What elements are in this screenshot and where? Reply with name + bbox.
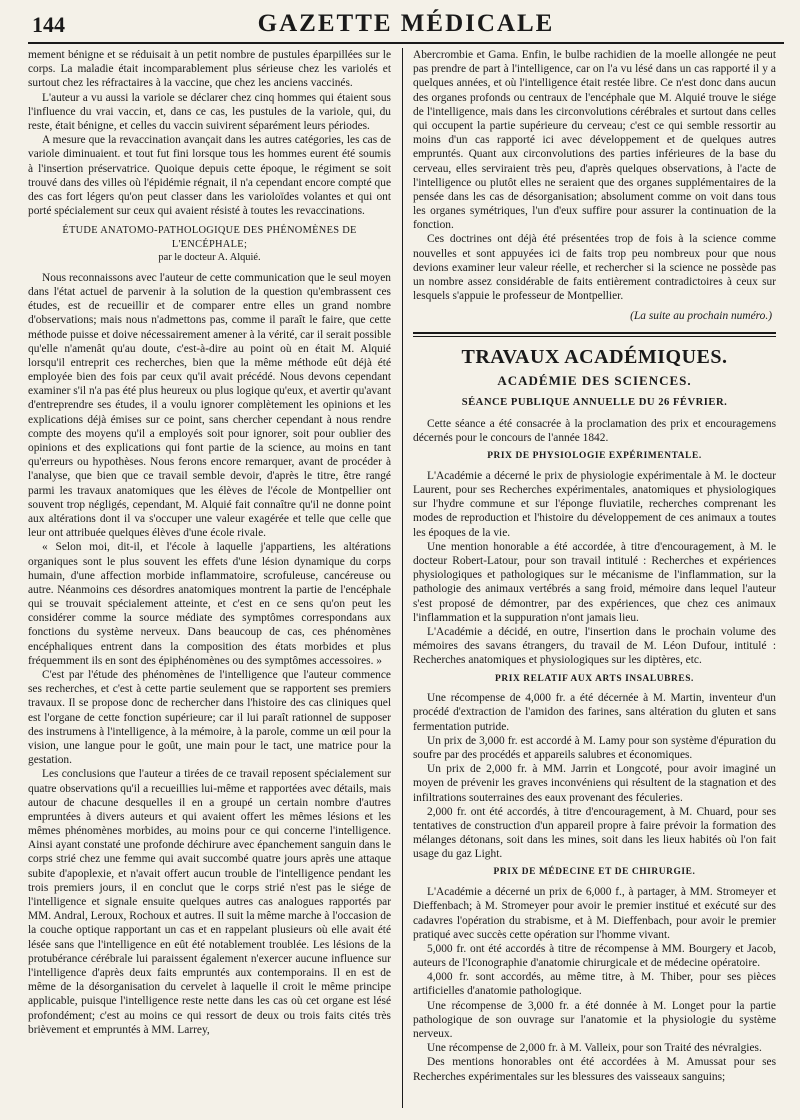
paragraph: Ces doctrines ont déjà été présentées trop de fois à la science comme nouvelles et sont appuyées ici de faits trop peu nombreux pour que nous devions examiner leur valeur réelle, et rechercher si la science ne possède pas un nombre assez considérable de faits entièrement contradictoires à ceux sur lesquels s'appuie le professeur de Montpellier. [413,233,776,303]
paragraph: 4,000 fr. sont accordés, au même titre, à M. Thiber, pour ses pièces artificielles d'anatomie pathologique. [413,971,776,998]
paragraph: Nous reconnaissons avec l'auteur de cette communication que le seul moyen dans l'état actuel de parvenir à la solution de la question qu'embrassent ces études, est de recueillir et de comparer entre elles un grand nombre d'observations; mais nous n'admettons pas, comme il paraît le faire, que cette méthode puisse et doive nécessairement amener à la vérité, car il serait possible qu'elle n'amenât qu'au doute, c'est-à-dire au point où en était M. Alquié lorsqu'il entreprit ces recherches, bien que la même méthode eût déjà été employée bien des fois par ceux qu'il avait précédé. Nous devons cependant examiner s'il n'a pas été plus heureux ou plus logique qu'eux, et avertir qu'avant d'entreprendre ses études, il a voulu ignorer complètement les opinions et les explications déjà émises sur ce point, sans chercher cependant à nous rendre compte des moyens qu'il a employés soit pour ignorer, soit pour oublier des opinions et des explications qui font partie de la science, au moins en tant qu'erreurs ou hypothèses. Nous ferons encore remarquer, avant de procéder à l'analyse, que bien que ce travail semble devoir, d'après le titre, être rangé parmi les travaux anatomiques que les élèves de l'école de Montpellier ont souvent trop négligés, cependant, M. Alquié fait connaître qu'il ne donne point aux altérations dont il va s'occuper une valeur exagérée et telle que celle que leur ont attribuée quelques élèves d'une école rivale. [28,271,391,540]
column-divider [402,48,403,1108]
text-columns [28,48,784,1108]
paragraph: A mesure que la revaccination avançait dans les autres catégories, les cas de variole diminuaient. et tout fut fini lorsque tous les hommes eurent été soumis à l'insertion préservatrice. Quoique depuis cette époque, le régiment se soit trouvé dans des villes où l'épidémie régnait, il n'a cependant encore compté que des cas fort légers qu'on peut classer dans les varioloïdes volantes et qui ont porté spécialement sur ceux qui avaient résisté à toutes les revaccinations. [28,134,391,218]
paragraph: « Selon moi, dit-il, et l'école à laquelle j'appartiens, les altérations organiques sont le plus souvent les effets d'une lésion dynamique du corps humain, d'une affection morbide inflammatoire, scrofuleuse, cancéreuse ou autre. Néanmoins ces désordres anatomiques montrent la partie de l'encéphale qui se trouvait spécialement atteinte, et c'est en ce sens qu'on peut les considérer comme la source médiate des symptômes correspondans aux fonctions du système nerveux. Dans beaucoup de cas, ces phénomènes encéphaliques entrent dans la composition des états morbides et plus fréquemment ils en sont des épiphénomènes ou des symptômes accessoires. » [28,541,391,667]
page-header [28,8,784,44]
paragraph: L'Académie a décerné le prix de physiologie expérimentale à M. le docteur Laurent, pour ses Recherches expérimentales, anatomiques et physiologiques sur l'hydre commune et sur l'éponge fluviatile, recherches comprenant les modes de reproduction et l'histoire du développement de ces animaux a toutes les époques de la vie. [413,469,776,539]
paragraph: Une mention honorable a été accordée, à titre d'encouragement, à M. le docteur Robert-Latour, pour son travail intitulé : Recherches et expériences physiologiques et pathologiques sur le mécanisme de l'inflammation, sur la pathologie des animaux vertébrés a sang froid, mémoire dans lequel l'auteur s'est proposé de démontrer, par des expériences, que chez ces animaux l'inflammation et la suppuration n'ont jamais lieu. [413,540,776,624]
article-heading [28,224,391,265]
paragraph: C'est par l'étude des phénomènes de l'intelligence que l'auteur commence ses recherches, et c'est à cette partie seulement que se rapportent ses premiers travaux. Il se propose donc de rechercher dans l'histoire des cas cliniques quel est l'organe de cette fonction supérieure; car il lui paraît rationnel de supposer des instrumens à l'intelligence, à la mémoire, à la parole, comme un œil pour la vision, une langue pour le goût, une main pour le tact, une matrice pour la gestation. [28,669,391,767]
prize-heading-medicine: PRIX DE MÉDECINE ET DE CHIRURGIE. [493,867,696,878]
paragraph: L'Académie a décerné un prix de 6,000 f., à partager, à MM. Stromeyer et Dieffenbach; à M. Stromeyer pour avoir le premier institué et exécuté sur des cadavres l'opération du strabisme, et à M. Dieffenbach, pour avoir le premier pratiqué avec succès cette opération sur l'homme vivant. [413,886,776,941]
paragraph: Une récompense de 4,000 fr. a été décernée à M. Martin, inventeur d'un procédé d'extraction de l'amidon des farines, sans altération du gluten et sans fermentation putride. [413,692,776,733]
paragraph: Un prix de 2,000 fr. à MM. Jarrin et Longcoté, pour avoir imaginé un moyen de prévenir les graves inconvéniens qui résultent de la stagnation et des infiltrations souterraines des eaux provenant des féculeries. [413,763,776,804]
page-number: 144 [32,12,65,37]
paragraph: L'auteur a vu aussi la variole se déclarer chez cinq hommes qui étaient sous l'influence du vrai vaccin, et, dans ce cas, les pustules de la variole, qui, du reste, était bénigne, et celles du vaccin suivirent séparément leurs périodes. [28,91,391,132]
journal-title: GAZETTE MÉDICALE [257,10,555,37]
paragraph: Un prix de 3,000 fr. est accordé à M. Lamy pour son système d'épuration du soufre par des procédés et appareils salubres et économiques. [413,734,776,761]
paragraph: L'Académie a décidé, en outre, l'insertion dans le prochain volume des mémoires des savans étrangers, du travail de M. Léon Dufour, intitulé : Recherches anatomiques et physiologiques sur les diptères, etc. [413,625,776,667]
paragraph: Une récompense de 2,000 fr. à M. Valleix, pour son Traité des névralgies. [427,1042,762,1055]
left-column [28,48,391,1108]
academy-heading: ACADÉMIE DES SCIENCES. [497,373,692,389]
prize-heading-arts: PRIX RELATIF AUX ARTS INSALUBRES. [495,673,694,684]
right-column [413,48,776,1108]
paragraph: Les conclusions que l'auteur a tirées de ce travail reposent spécialement sur quatre observations qu'il a recueillies lui-même et rapportées avec détails, mais autour de chacune desquelles il en a groupé un certain nombre d'autres empruntées à divers auteurs et qui avaient offert les mêmes lésions et les mêmes phénomènes morbides, au moins pour ce qui concerne l'intelligence. Ainsi ayant constaté une profonde déchirure avec épanchement sanguin dans le corps strié chez une femme qui avait succombé quatre jours après une attaque subite d'apoplexie, et n'avait offert aucun trouble de l'intelligence pendant les trois premiers jours, il en conclut que le corps strié n'est pas le siége de l'intelligence et signale ensuite quelques autres cas analogues rapportés par MM. Andral, Leroux, Rochoux et autres. Il suit la même marche à l'occasion de la couche optique rapportant un cas et en rappelant plusieurs où elle avait été lésée sans que l'intelligence en eût été notablement troublée. Les lésions de la protubérance cérébrale lui paraissent également n'exercer aucune influence sur l'intelligence d'après deux faits empruntés aux contemporains. Il en est de même de la désorganisation du cervelet à laquelle il croit le même principe applicable, puisque l'intelligence reste nette dans les cas où cet organe est lésé profondément; c'est au moins ce qui ressort de deux ou trois faits cités très brièvement et empruntés à MM. Larrey, [28,768,391,1036]
newspaper-page [28,8,784,1112]
continued-note: (La suite au prochain numéro.) [630,310,772,323]
article-title: ÉTUDE ANATOMO-PATHOLOGIQUE DES PHÉNOMÈNES DE L'ENCÉPHALE; [62,225,357,250]
paragraph: Abercrombie et Gama. Enfin, le bulbe rachidien de la moelle allongée ne peut pas prendre de part à l'intelligence, car on l'a vu lésé dans un cas rapporté il y a quelques années, et où l'intelligence était restée libre. Ce n'est donc dans aucun des organes profonds ou centraux de l'encéphale que M. Alquié trouve le siége de l'intelligence, mais dans les circonvolutions cérébrales et surtout dans celles qui occupent la partie supérieure du cerveau; c'est ce qui semble ressortir au moins d'un cas rapporté ici avec développement et de quelques autres empruntés. Quant aux circonvolutions des parties inférieures de la base du cerveau, elles serviraient très peu, d'après quelques observations, à l'acte de l'intelligence ou plutôt elles ne seraient que des organes supplémentaires de la pensée dans les cas de désorganisation; absolument comme on voit dans tous les organes symétriques, l'un d'eux suffire pour assurer la continuation de la fonction. [413,49,776,232]
section-divider [413,332,776,337]
paragraph: 5,000 fr. ont été accordés à titre de récompense à MM. Bourgery et Jacob, auteurs de l'Iconographie d'anatomie chirurgicale et de médecine opératoire. [413,942,776,970]
paragraph: Une récompense de 3,000 fr. a été donnée à M. Longet pour la partie pathologique de son ouvrage sur l'anatomie et la physiologie du système nerveux. [413,999,776,1041]
prize-heading-physiology: PRIX DE PHYSIOLOGIE EXPÉRIMENTALE. [487,451,702,462]
section-title: TRAVAUX ACADÉMIQUES. [461,345,728,368]
paragraph: mement bénigne et se réduisait à un petit nombre de pustules éparpillées sur le corps. La maladie était incomparablement plus sérieuse chez les variolés et surtout chez les réfractaires à la vaccine, que chez les anciens vaccinés. [28,49,391,90]
article-author: par le docteur A. Alquié. [158,252,261,264]
seance-heading: SÉANCE PUBLIQUE ANNUELLE DU 26 FÉVRIER. [461,396,728,408]
paragraph: Cette séance a été consacrée à la proclamation des prix et encouragemens décernés pour le concours de l'année 1842. [413,417,776,444]
paragraph: Des mentions honorables ont été accordées à M. Amussat pour ses Recherches expérimentales sur les blessures des vaisseaux sanguins; [413,1056,776,1083]
paragraph: 2,000 fr. ont été accordés, à titre d'encouragement, à M. Chuard, pour ses tentatives de construction d'un appareil propre à faire prévoir la formation des mélanges détonans, soit dans les mines, soit dans les lieux habités où l'on fait usage du gaz Light. [413,805,776,861]
